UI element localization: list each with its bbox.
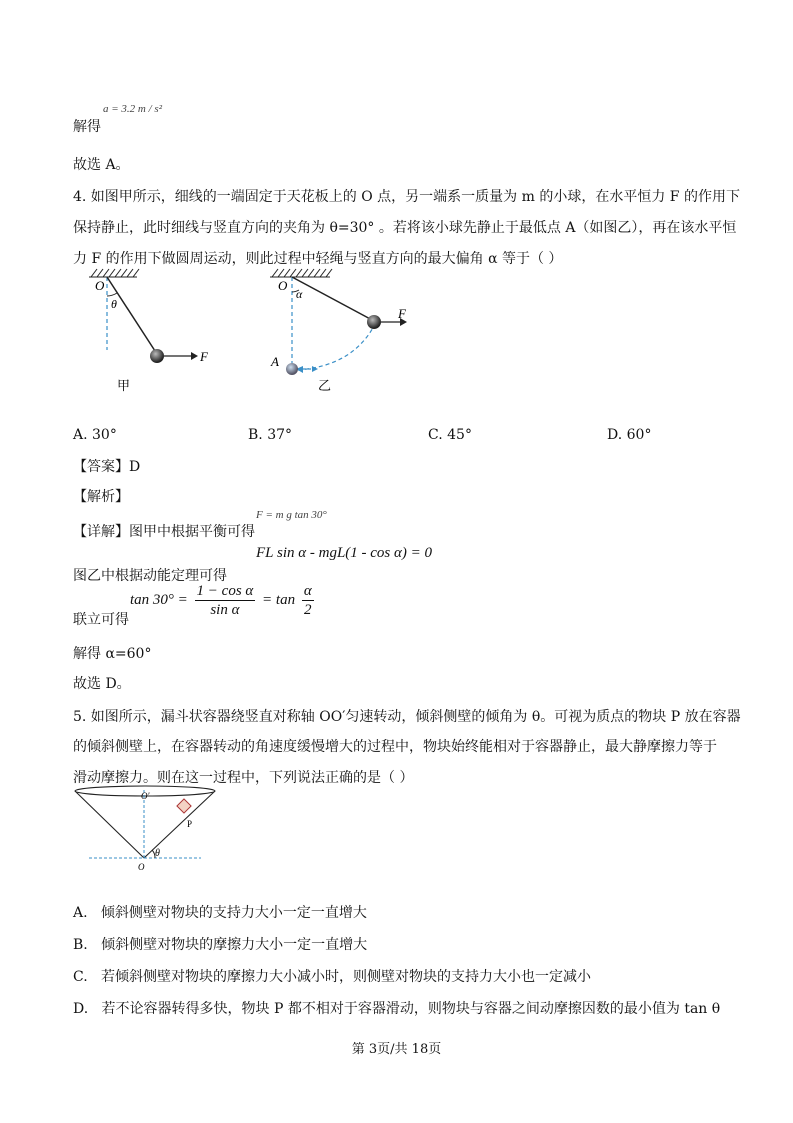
q5-option-a <box>73 903 367 923</box>
option-label: C. <box>73 969 88 985</box>
caption-jia: 甲 <box>117 378 131 393</box>
q4-result: 解得 α=60° <box>73 646 152 662</box>
answer-value: D <box>129 459 141 475</box>
detail-tag: 【详解】 <box>73 524 129 540</box>
q5-option-b <box>73 935 367 955</box>
option-label: D. <box>607 427 623 443</box>
label-alpha: α <box>296 287 303 301</box>
option-text: 若不论容器转得多快，物块 P 都不相对于容器滑动，则物块与容器之间动摩擦因数的最小值为 tan θ <box>101 1001 721 1017</box>
q4-analysis-tag: 【解析】 <box>73 489 129 505</box>
figure-jia <box>85 268 225 398</box>
q5-option-d <box>73 999 720 1019</box>
q5-line1: 5. 如图所示，漏斗状容器绕竖直对称轴 OO′匀速转动，倾斜侧壁的倾角为 θ。可视为质点的物块 P 放在容器 <box>73 709 741 725</box>
option-label: A. <box>73 427 88 443</box>
q4-guxuan: 故选 D。 <box>73 676 131 692</box>
block-icon <box>177 799 191 813</box>
label-A: A <box>271 354 279 369</box>
label-F: F <box>200 349 208 364</box>
option-label: C. <box>428 427 443 443</box>
q5-line2: 的倾斜侧壁上，在容器转动的角速度缓慢增大的过程中，物块始终能相对于容器静止，最大静摩擦力等于 <box>73 739 717 755</box>
label-theta: θ <box>155 848 160 859</box>
option-value: 60° <box>626 427 652 443</box>
label-O: O <box>138 862 145 872</box>
figure-funnel <box>73 784 223 874</box>
option-value: 30° <box>92 427 117 443</box>
option-label: B. <box>248 427 263 443</box>
option-label: D. <box>73 1001 89 1017</box>
option-text: 倾斜侧壁对物块的摩擦力大小一定一直增大 <box>101 937 368 953</box>
caption-yi: 乙 <box>318 378 332 393</box>
label-O-prime: O′ <box>141 791 150 801</box>
text-jiede: 解得 <box>73 119 101 135</box>
q4-line3: 力 F 的作用下做圆周运动，则此过程中轻绳与竖直方向的最大偏角 α 等于（ ） <box>73 251 563 267</box>
fraction-half <box>302 582 314 619</box>
fraction-num: 1 − cos α <box>196 583 254 599</box>
q4-line1: 4. 如图甲所示，细线的一端固定于天花板上的 O 点，另一端系一质量为 m 的小球，在水平恒力 F 的作用下 <box>73 189 740 205</box>
label-F: F <box>398 306 406 321</box>
fraction-den: 2 <box>304 602 312 618</box>
fraction-den: sin α <box>210 602 240 618</box>
q4-detail <box>73 522 255 542</box>
text-answer-a: 故选 A。 <box>73 157 130 173</box>
formula-tan-eq: = tan <box>262 592 296 608</box>
q5-option-c <box>73 967 591 987</box>
label-O: O <box>278 278 288 293</box>
option-value: 37° <box>267 427 293 443</box>
q4-option-c <box>428 427 472 443</box>
formula-tan <box>130 582 314 619</box>
fraction-num: α <box>303 583 312 599</box>
q5-line3: 滑动摩擦力。则在这一过程中，下列说法正确的是（ ） <box>73 770 414 786</box>
ceiling-hatch <box>270 269 332 277</box>
option-value: 45° <box>447 427 472 443</box>
figure-yi <box>262 268 432 398</box>
q4-line2: 保持静止，此时细线与竖直方向的夹角为 θ=30° 。若将该小球先静止于最低点 A（如图乙），再在该水平恒 <box>73 220 737 236</box>
label-O: O <box>95 278 105 293</box>
option-text: 倾斜侧壁对物块的支持力大小一定一直增大 <box>100 905 367 921</box>
label-theta: θ <box>111 297 117 311</box>
formula-acceleration: a = 3.2 m / s² <box>103 103 163 115</box>
ball-start-icon <box>286 363 298 375</box>
q4-answer <box>73 457 140 477</box>
q4-lianli: 联立可得 <box>73 612 129 628</box>
detail-text: 图甲中根据平衡可得 <box>129 524 255 540</box>
formula-energy: FL sin α - mgL(1 - cos α) = 0 <box>256 545 433 561</box>
q4-option-d <box>607 427 651 443</box>
q4-option-a <box>73 427 117 443</box>
q4-yi-text: 图乙中根据动能定理可得 <box>73 568 227 584</box>
q4-option-b <box>248 427 292 443</box>
ball-icon <box>367 315 381 329</box>
ceiling-hatch <box>89 269 139 277</box>
option-label: A. <box>73 905 88 921</box>
ball-icon <box>150 349 164 363</box>
fraction-main <box>195 582 256 619</box>
formula-tan-lhs: tan 30° = <box>130 592 188 608</box>
answer-tag: 【答案】 <box>73 459 129 475</box>
option-label: B. <box>73 937 88 953</box>
option-text: 若倾斜侧壁对物块的摩擦力大小减小时，则侧壁对物块的支持力大小也一定减小 <box>101 969 592 985</box>
formula-force: F = m g tan 30° <box>256 509 327 521</box>
page-footer: 第 3页/共 18页 <box>351 1042 442 1057</box>
label-P: P <box>187 819 193 829</box>
